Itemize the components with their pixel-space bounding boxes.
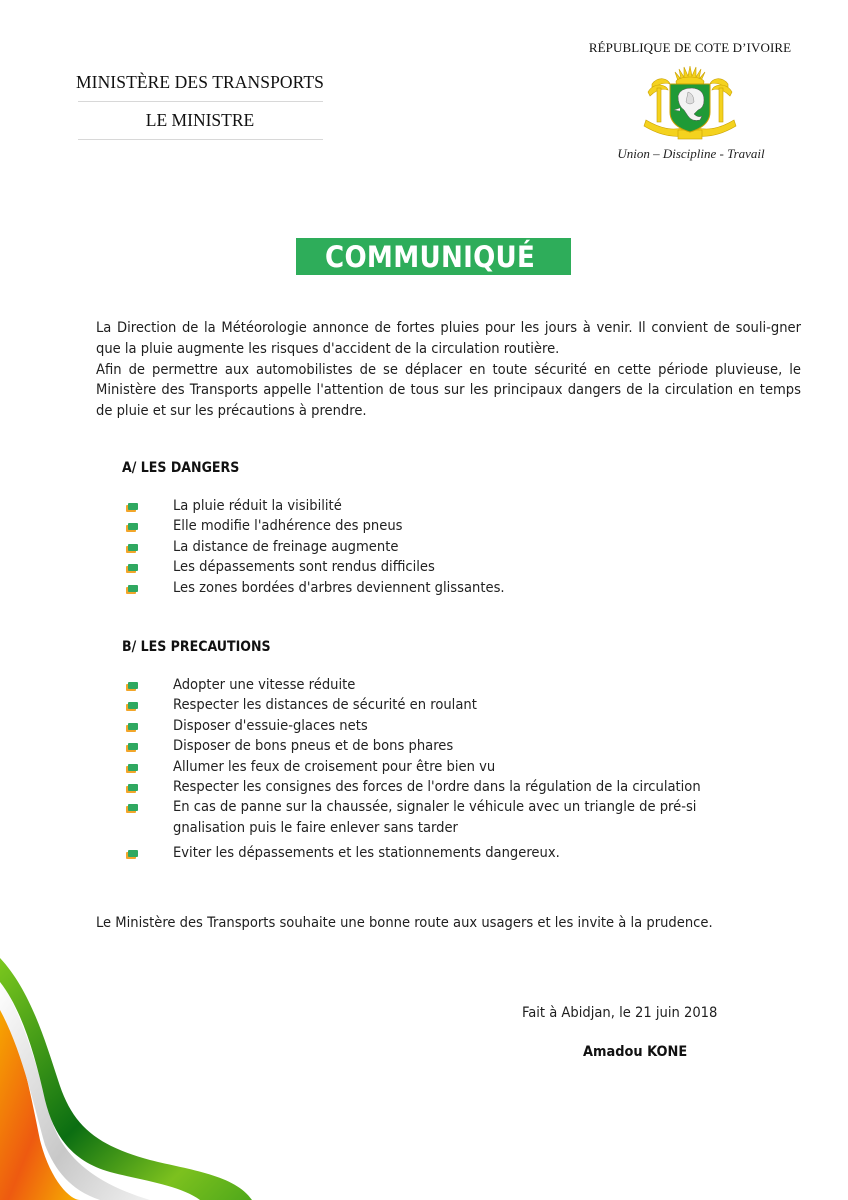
bullet-icon <box>126 585 138 594</box>
list-item: Eviter les dépassements et les stationnements dangereux. <box>126 843 743 863</box>
intro-paragraph: Afin de permettre aux automobilistes de se déplacer en toute sécurité en cette période pluvieuse, le Ministère des Transports appelle l'attention de tous sur les principaux dangers de la circulation en temps de pluie et sur les précautions à prendre. <box>96 360 801 420</box>
ministry-name: MINISTÈRE DES TRANSPORTS <box>75 72 324 92</box>
list-item: Les zones bordées d'arbres deviennent glissantes. <box>126 578 505 598</box>
precautions-heading: B/ LES PRECAUTIONS <box>122 639 271 655</box>
bullet-icon <box>126 503 138 512</box>
list-item: Allumer les feux de croisement pour être bien vu <box>126 757 743 777</box>
bullet-icon <box>126 564 138 573</box>
coat-of-arms-icon <box>638 62 742 142</box>
ministry-header <box>60 72 340 140</box>
precautions-list <box>126 675 743 864</box>
list-item: Disposer d'essuie-glaces nets <box>126 716 743 736</box>
bullet-icon <box>126 702 138 711</box>
intro-paragraph: La Direction de la Météorologie annonce de fortes pluies pour les jours à venir. Il convient de souli-gner que la pluie augmente les risques d'accident de la circulation routière. <box>96 319 801 357</box>
list-item: Respecter les consignes des forces de l'ordre dans la régulation de la circulation <box>126 777 743 797</box>
header-divider <box>78 101 323 102</box>
bullet-icon <box>126 682 138 691</box>
banner-title: COMMUNIQUÉ <box>325 240 536 274</box>
place-and-date: Fait à Abidjan, le 21 juin 2018 <box>522 1004 718 1021</box>
bullet-icon <box>126 764 138 773</box>
national-motto: Union – Discipline - Travail <box>617 146 765 161</box>
bullet-icon <box>126 523 138 532</box>
list-item: Les dépassements sont rendus difficiles <box>126 557 505 577</box>
list-item: Adopter une vitesse réduite <box>126 675 743 695</box>
dangers-heading: A/ LES DANGERS <box>122 460 240 476</box>
signatory-name: Amadou KONE <box>583 1044 688 1060</box>
bullet-icon <box>126 723 138 732</box>
bullet-icon <box>126 743 138 752</box>
office-title: LE MINISTRE <box>145 110 255 130</box>
list-item: Respecter les distances de sécurité en roulant <box>126 695 743 715</box>
bullet-icon <box>126 544 138 553</box>
list-item: La distance de freinage augmente <box>126 537 505 557</box>
flag-ribbon-decoration <box>0 940 260 1200</box>
republic-header <box>560 40 820 162</box>
list-item: Disposer de bons pneus et de bons phares <box>126 736 743 756</box>
communique-banner <box>296 238 571 275</box>
bullet-icon <box>126 784 138 793</box>
bullet-icon <box>126 804 138 813</box>
republic-name: RÉPUBLIQUE DE COTE D’IVOIRE <box>588 40 792 55</box>
dangers-list <box>126 496 505 598</box>
header-divider <box>78 139 323 140</box>
list-item: Elle modifie l'adhérence des pneus <box>126 516 505 536</box>
closing-statement: Le Ministère des Transports souhaite une bonne route aux usagers et les invite à la prudence. <box>96 914 713 931</box>
list-item: La pluie réduit la visibilité <box>126 496 505 516</box>
bullet-icon <box>126 850 138 859</box>
list-item: En cas de panne sur la chaussée, signaler le véhicule avec un triangle de pré-si gnalisation puis le faire enlever sans tarder <box>126 797 743 838</box>
intro-text <box>96 318 801 422</box>
